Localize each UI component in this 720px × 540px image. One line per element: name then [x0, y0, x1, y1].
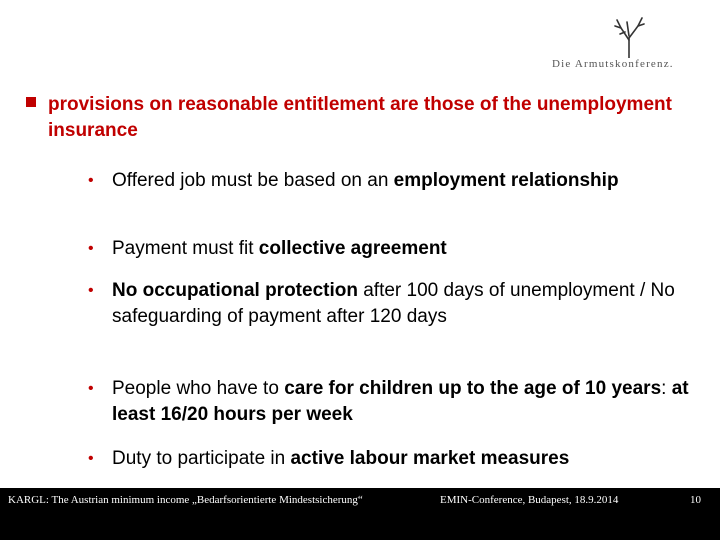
footer-author-title: KARGL: The Austrian minimum income „Bedarfsorientierte Mindestsicherung“	[8, 494, 363, 506]
bullet-dot: •	[88, 380, 94, 397]
footer-conference: EMIN-Conference, Budapest, 18.9.2014	[440, 494, 619, 506]
bullet-dot: •	[88, 450, 94, 467]
heading-bullet	[26, 97, 36, 107]
bullet-emphasis: collective agreement	[258, 238, 447, 259]
bullet-text: after 100 days of unemployment / No safeguarding of payment after 120 days	[112, 280, 675, 327]
bullet-dot: •	[88, 240, 94, 257]
heading: provisions on reasonable entitlement are those of the unemployment insurance	[48, 94, 672, 141]
armutskonferenz-logo	[552, 14, 702, 70]
logo-text: Die Armutskonferenz.	[552, 58, 674, 70]
bullet-item	[88, 168, 692, 194]
bullet-text: People who have to	[112, 378, 285, 399]
bullet-item	[88, 278, 692, 330]
footer-bar	[0, 488, 720, 540]
bullet-text: :	[661, 378, 672, 399]
bullet-emphasis: care for children up to the age of 10 years	[284, 378, 662, 399]
bullet-item	[88, 236, 692, 262]
bullet-item	[88, 446, 692, 472]
bullet-emphasis: at least 16/20 hours per week	[112, 378, 689, 425]
bullet-text: Payment must fit	[112, 238, 259, 259]
bullet-dot: •	[88, 282, 94, 299]
bullet-dot: •	[88, 172, 94, 189]
tree-logo-icon	[612, 14, 646, 58]
bullet-emphasis: employment relationship	[393, 170, 619, 191]
bullet-emphasis: No occupational protection	[112, 280, 358, 301]
bullet-emphasis: active labour market measures	[290, 448, 570, 469]
bullet-text: Duty to participate in	[112, 448, 291, 469]
bullet-text: Offered job must be based on an	[112, 170, 394, 191]
page-number: 10	[690, 494, 701, 506]
bullet-item	[88, 376, 692, 428]
